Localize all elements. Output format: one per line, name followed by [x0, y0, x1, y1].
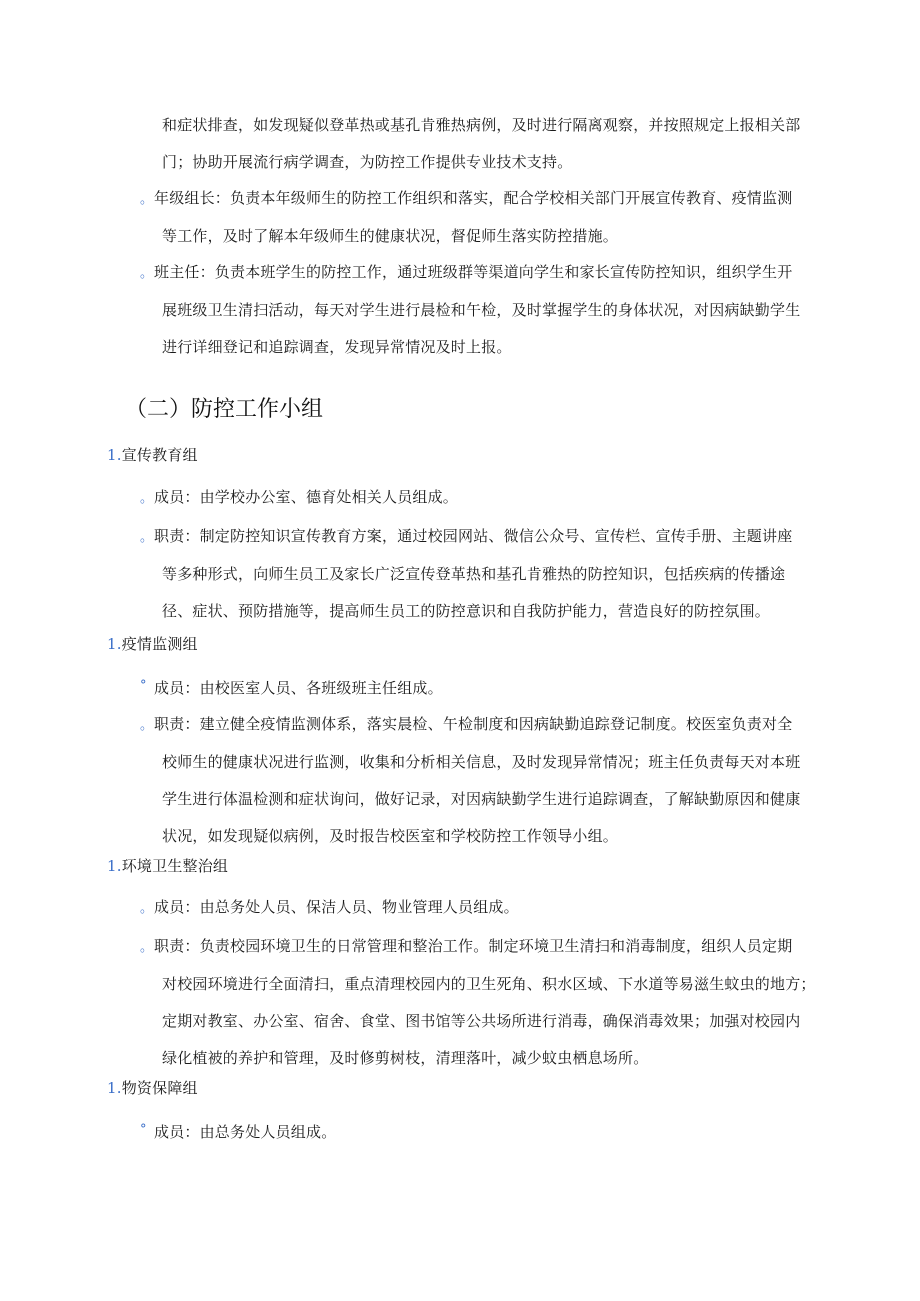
group-title-monitoring	[107, 626, 198, 663]
group-title: 宣传教育组	[121, 446, 198, 464]
group-title: 物资保障组	[121, 1079, 198, 1097]
bullet-icon: 。	[140, 266, 154, 281]
text-line: 职责：制定防控知识宣传教育方案，通过校园网站、微信公众号、宣传栏、宣传手册、主题讲座	[154, 527, 793, 545]
list-number: 1.	[107, 857, 122, 875]
bullet-icon: °	[140, 1122, 147, 1137]
group-item	[140, 479, 458, 517]
text-line: 和症状排查，如发现疑似登革热或基孔肯雅热病例，及时进行隔离观察，并按照规定上报相关部	[162, 116, 801, 134]
list-number: 1.	[107, 635, 122, 653]
bullet-icon: 。	[140, 901, 154, 916]
bullet-icon: 。	[140, 192, 154, 207]
text-line: 进行详细登记和追踪调查，发现异常情况及时上报。	[162, 338, 512, 356]
text-line: 等工作，及时了解本年级师生的健康状况，督促师生落实防控措施。	[162, 227, 619, 245]
bullet-icon: °	[140, 678, 147, 693]
group-item	[140, 667, 443, 707]
text-line: 状况，如发现疑似病例，及时报告校医室和学校防控工作领导小组。	[162, 827, 619, 845]
role-item-class-teacher	[140, 254, 800, 366]
text-line: 职责：建立健全疫情监测体系，落实晨检、午检制度和因病缺勤追踪登记制度。校医室负责对全	[154, 715, 793, 733]
text-line: 成员：由学校办公室、德育处相关人员组成。	[154, 488, 459, 506]
text-line: 年级组长：负责本年级师生的防控工作组织和落实，配合学校相关部门开展宣传教育、疫情监测	[154, 189, 793, 207]
text-line: 展班级卫生清扫活动，每天对学生进行晨检和午检，及时掌握学生的身体状况，对因病缺勤学生	[162, 301, 801, 319]
group-title-publicity	[107, 437, 198, 474]
bullet-icon: 。	[140, 718, 154, 733]
text-line: 门；协助开展流行病学调查，为防控工作提供专业技术支持。	[162, 153, 573, 171]
text-line: 径、症状、预防措施等，提高师生员工的防控意识和自我防护能力，营造良好的防控氛围。	[162, 602, 771, 620]
group-item	[140, 889, 519, 927]
text-line: 校师生的健康状况进行监测，收集和分析相关信息，及时发现异常情况；班主任负责每天对本班	[162, 753, 801, 771]
text-line: 等多种形式，向师生员工及家长广泛宣传登革热和基孔肯雅热的防控知识，包括疾病的传播途	[162, 565, 786, 583]
text-line: 职责：负责校园环境卫生的日常管理和整治工作。制定环境卫生清扫和消毒制度，组织人员定期	[154, 937, 793, 955]
group-title-supplies	[107, 1070, 198, 1107]
text-line: 班主任：负责本班学生的防控工作，通过班级群等渠道向学生和家长宣传防控知识，组织学生开	[154, 263, 793, 281]
text-line: 绿化植被的养护和管理，及时修剪树枝，清理落叶，减少蚊虫栖息场所。	[162, 1049, 649, 1067]
group-title: 环境卫生整治组	[121, 857, 229, 875]
group-item	[140, 706, 800, 855]
section-heading: （二）防控工作小组	[125, 397, 324, 422]
bullet-icon: 。	[140, 491, 154, 506]
list-number: 1.	[107, 1079, 122, 1097]
group-title: 疫情监测组	[121, 635, 198, 653]
group-title-sanitation	[107, 848, 228, 885]
list-number: 1.	[107, 446, 122, 464]
group-item	[140, 518, 792, 630]
text-line: 定期对教室、办公室、宿舍、食堂、图书馆等公共场所进行消毒，确保消毒效果；加强对校园内	[162, 1012, 801, 1030]
bullet-icon: 。	[140, 530, 154, 545]
role-item-grade-leader	[140, 180, 792, 255]
text-line: 对校园环境进行全面清扫，重点清理校园内的卫生死角、积水区域、下水道等易滋生蚊虫的地方；	[162, 975, 816, 993]
bullet-icon: 。	[140, 940, 154, 955]
intro-paragraph	[162, 107, 800, 181]
group-item	[140, 928, 816, 1077]
text-line: 成员：由校医室人员、各班级班主任组成。	[154, 679, 443, 697]
text-line: 成员：由总务处人员、保洁人员、物业管理人员组成。	[154, 898, 519, 916]
text-line: 学生进行体温检测和症状询问，做好记录，对因病缺勤学生进行追踪调查，了解缺勤原因和健康	[162, 790, 801, 808]
text-line: 成员：由总务处人员组成。	[154, 1123, 337, 1141]
group-item	[140, 1111, 336, 1151]
